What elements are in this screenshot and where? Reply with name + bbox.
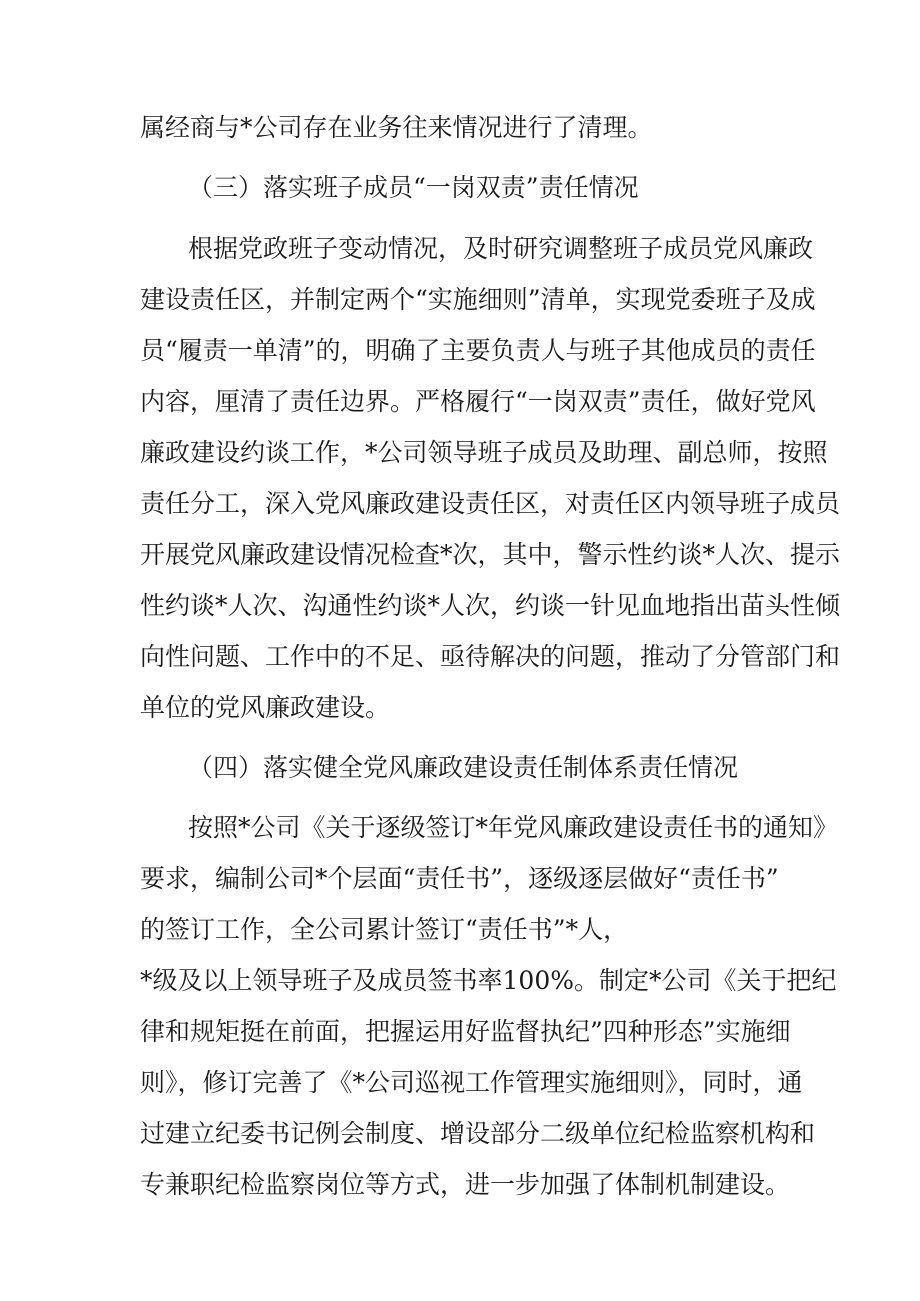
- paragraph-line: 向性问题、工作中的不足、亟待解决的问题，推动了分管部门和: [140, 642, 841, 671]
- paragraph-line: 过建立纪委书记例会制度、增设部分二级单位纪检监察机构和: [140, 1119, 816, 1148]
- paragraph-line: 则》，修订完善了《*公司巡视工作管理实施细则》，同时，通: [140, 1068, 803, 1097]
- paragraph-line: 开展党风廉政建设情况检查*次，其中，警示性约谈*人次、提示: [140, 540, 841, 569]
- paragraph-line: 性约谈*人次、沟通性约谈*人次，约谈一针见血地指出苗头性倾: [140, 591, 841, 620]
- paragraph-line: 责任分工，深入党风廉政建设责任区，对责任区内领导班子成员: [140, 489, 841, 518]
- paragraph-line: 根据党政班子变动情况，及时研究调整班子成员党风廉政: [188, 234, 814, 263]
- paragraph-line: 单位的党风廉政建设。: [140, 693, 391, 722]
- paragraph-line: 廉政建设约谈工作，*公司领导班子成员及助理、副总师，按照: [140, 438, 828, 467]
- paragraph-line: 律和规矩挺在前面，把握运用好监督执纪”四种形态”实施细: [140, 1017, 791, 1046]
- section-heading-3: （三）落实班子成员“一岗双责”责任情况: [188, 173, 639, 202]
- paragraph-line: 内容，厘清了责任边界。严格履行“一岗双责”责任，做好党风: [140, 387, 816, 416]
- paragraph-line: 专兼职纪检监察岗位等方式，进一步加强了体制机制建设。: [140, 1170, 791, 1199]
- paragraph-line: *级及以上领导班子及成员签书率100%。制定*公司《关于把纪: [140, 966, 837, 995]
- paragraph-line: 员“履责一单清”的，明确了主要负责人与班子其他成员的责任: [140, 336, 816, 365]
- text-line-continuation: 属经商与*公司存在业务往来情况进行了清理。: [140, 113, 653, 142]
- paragraph-line: 按照*公司《关于逐级签订*年党风廉政建设责任书的通知》: [188, 813, 839, 842]
- paragraph-line: 要求，编制公司*个层面“责任书”，逐级逐层做好“责任书”: [140, 864, 779, 893]
- paragraph-line: 建设责任区，并制定两个“实施细则”清单，实现党委班子及成: [140, 285, 816, 314]
- section-heading-4: （四）落实健全党风廉政建设责任制体系责任情况: [188, 753, 739, 782]
- paragraph-line: 的签订工作，全公司累计签订“责任书”*人，: [140, 915, 629, 944]
